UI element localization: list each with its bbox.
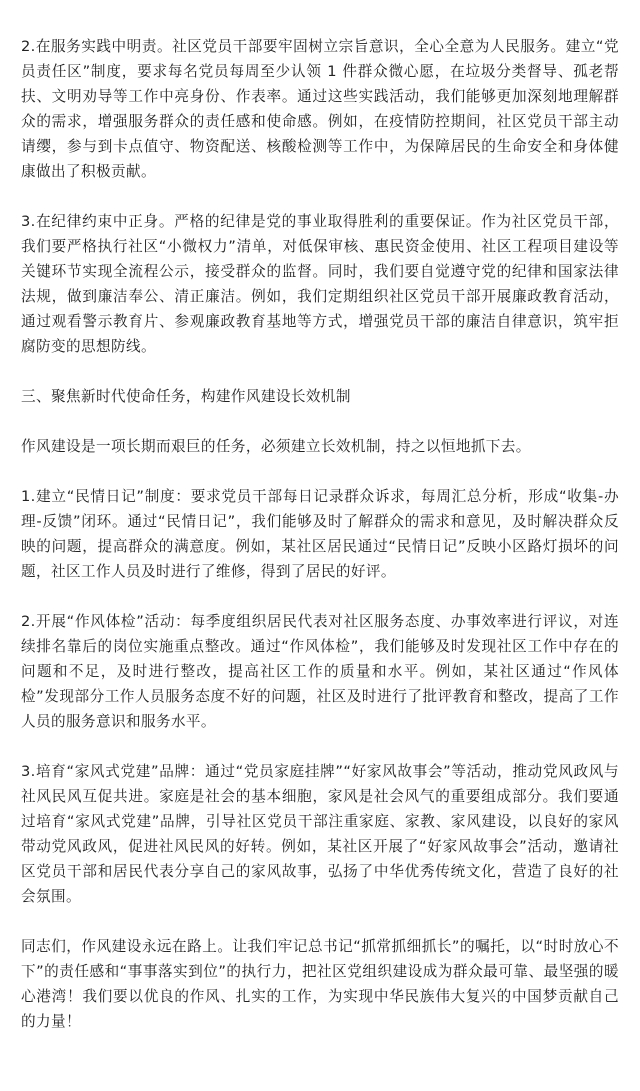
paragraph-family-style-brand: 3.培育“家风式党建”品牌：通过“党员家庭挂牌”“好家风故事会”等活动，推动党风政风与社风民风互促共进。家庭是社会的基本细胞，家风是社会风气的重要组成部分。我们要通过培育“家风式党建”品牌，引导社区党员干部注重家庭、家教、家风建设，以良好的家风带动党风政风，促进社风民风的好转。例如，某社区开展了“好家风故事会”活动，邀请社区党员干部和居民代表分享自己的家风故事，弘扬了中华优秀传统文化，营造了良好的社会氛围。 xyxy=(21,763,619,905)
paragraph-discipline: 3.在纪律约束中正身。严格的纪律是党的事业取得胜利的重要保证。作为社区党员干部，我们要严格执行社区“小微权力”清单，对低保审核、惠民资金使用、社区工程项目建设等关键环节实现全流程公示，接受群众的监督。同时，我们要自觉遵守党的纪律和国家法律法规，做到廉洁奉公、清正廉洁。例如，我们定期组织社区党员干部开展廉政教育活动，通过观看警示教育片、参观廉政教育基地等方式，增强党员干部的廉洁自律意识，筑牢拒腐防变的思想防线。 xyxy=(21,213,619,355)
section-heading: 三、聚焦新时代使命任务，构建作风建设长效机制 xyxy=(21,388,351,405)
paragraph-closing: 同志们，作风建设永远在路上。让我们牢记总书记“抓常抓细抓长”的嘱托，以“时时放心不下”的责任感和“事事落实到位”的执行力，把社区党组织建设成为群众最可靠、最坚强的暖心港湾！我们要以优良的作风、扎实的工作，为实现中华民族伟大复兴的中国梦贡献自己的力量！ xyxy=(21,938,619,1030)
paragraph-style-checkup: 2.开展“作风体检”活动：每季度组织居民代表对社区服务态度、办事效率进行评议，对连续排名靠后的岗位实施重点整改。通过“作风体检”，我们能够及时发现社区工作中存在的问题和不足，及时进行整改，提高社区工作的质量和水平。例如，某社区通过“作风体检”发现部分工作人员服务态度不好的问题，社区及时进行了批评教育和整改，提高了工作人员的服务意识和服务水平。 xyxy=(21,613,619,730)
paragraph-service-practice: 2.在服务实践中明责。社区党员干部要牢固树立宗旨意识，全心全意为人民服务。建立“党员责任区”制度，要求每名党员每周至少认领 1 件群众微心愿，在垃圾分类督导、孤老帮扶、文明劝导等工作中亮身份、作表率。通过这些实践活动，我们能够更加深刻地理解群众的需求，增强服务群众的责任感和使命感。例如，在疫情防控期间，社区党员干部主动请缨，参与到卡点值守、物资配送、核酸检测等工作中，为保障居民的生命安全和身体健康做出了积极贡献。 xyxy=(21,38,619,180)
paragraph-intro: 作风建设是一项长期而艰巨的任务，必须建立长效机制，持之以恒地抓下去。 xyxy=(21,438,531,455)
paragraph-diary-system: 1.建立“民情日记”制度：要求党员干部每日记录群众诉求，每周汇总分析，形成“收集-办理-反馈”闭环。通过“民情日记”，我们能够及时了解群众的需求和意见，及时解决群众反映的问题，提高群众的满意度。例如，某社区居民通过“民情日记”反映小区路灯损坏的问题，社区工作人员及时进行了维修，得到了居民的好评。 xyxy=(21,488,619,580)
